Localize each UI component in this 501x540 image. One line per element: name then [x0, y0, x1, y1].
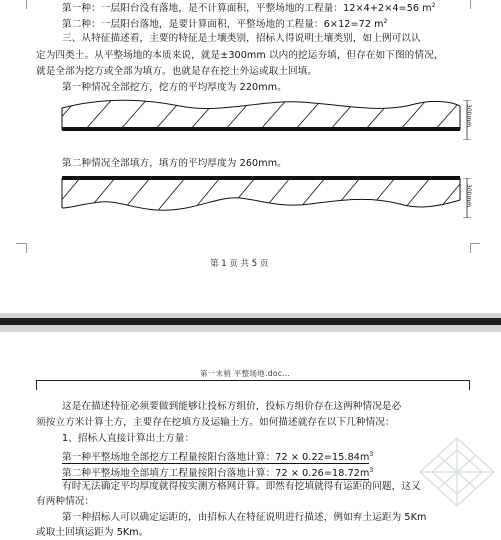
- header-rule: [36, 380, 469, 381]
- corner-mark: [26, 243, 27, 253]
- text-line: 就是全部为挖方或全部为填方。也就是存在挖土外运或取土回填。: [36, 66, 318, 77]
- corner-mark: [16, 243, 26, 244]
- text-line: 这是在描述特征必须要做到能够让投标方组价，投标方组价存在这两种情况是必: [62, 401, 402, 412]
- dimension-label: 300mm: [465, 104, 472, 128]
- text-line: 第二种平整场地全部填方工程量按阳台落地计算：$72 \times 0.26=18.72m^3$: [62, 467, 374, 479]
- text-line: 有时无法确定平均厚度就得按实测方格网计算。即然有挖填就得有运距的问题，这又: [62, 481, 421, 492]
- fill-diagram: [60, 170, 464, 218]
- corner-mark: [470, 243, 480, 244]
- page-footer: 第 1 页 共 5 页: [210, 259, 269, 269]
- dimension-line: [462, 100, 472, 140]
- corner-mark: [26, 0, 27, 9]
- header-rule-end: [36, 380, 37, 390]
- text-line: 或取土回填运距为 5Km。: [36, 527, 149, 538]
- watermark-logo: [414, 432, 501, 540]
- text-line: 有两种情况：: [36, 496, 95, 507]
- text-line: 三、从特征描述看，主要的特征是土壤类别，招标人得说明土壤类别，如上例可以认: [62, 33, 421, 44]
- dimension-label: 300mm: [465, 184, 472, 208]
- document-header-title: 第一末梢 平整场地.doc...: [200, 369, 291, 378]
- text-line: 第二种情况全部填方，填方的平均厚度为 260mm。: [62, 158, 287, 169]
- corner-mark: [470, 0, 471, 9]
- text-line: 第一种招标人可以确定运距的，由招标人在特征说明进行描述，例如弃土运距为 5Km: [62, 512, 427, 523]
- text-line: 第一种：一层阳台没有落地，是不计算面积，平整场地的工程量：12×4+2×4=56 $m^2$: [62, 2, 436, 14]
- text-line: 第一种情况全部挖方，挖方的平均厚度为 220mm。: [62, 82, 287, 93]
- text-line: 须按立方米计算土方，主要存在挖填方及运输土方。如何描述就存在以下几种情况：: [36, 417, 395, 428]
- page-gap: [0, 325, 501, 332]
- page-break-bar: [0, 318, 501, 325]
- header-rule-end: [469, 380, 470, 390]
- text-line: 1、招标人直接计算出土方量：: [62, 433, 195, 444]
- excavation-diagram: [60, 96, 464, 150]
- dimension-line: [462, 178, 472, 218]
- text-line: 第一种平整场地全部挖方工程量按阳台落地计算：$72 \times 0.22=15.84m^3$: [62, 451, 374, 463]
- text-line: 定为四类土。从平整场地的本质来说，就是±300mm 以内的挖运夯填，但存在如下图的情况，: [36, 50, 444, 61]
- text-line: 第二种：一层阳台落地，是要计算面积，平整场地的工程量：6×12=72 $m^2$: [62, 18, 388, 30]
- corner-mark: [470, 243, 471, 253]
